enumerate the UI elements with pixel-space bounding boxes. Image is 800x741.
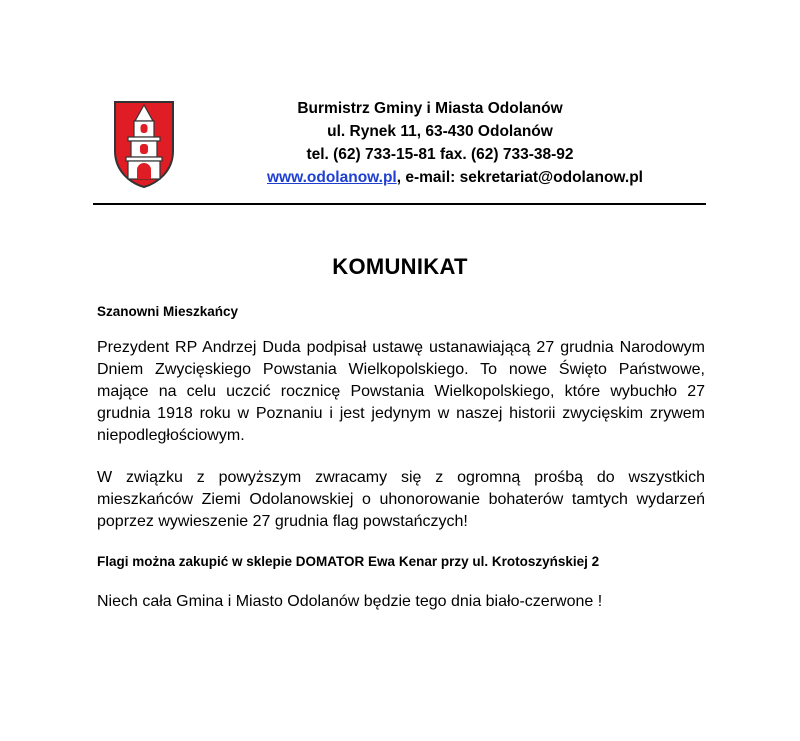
office-phone-fax: tel. (62) 733-15-81 fax. (62) 733-38-92 <box>306 146 574 163</box>
closing-line: Niech cała Gmina i Miasto Odolanów będzie tego dnia biało-czerwone ! <box>97 593 603 610</box>
header-divider <box>93 203 706 205</box>
email-text: , e-mail: sekretariat@odolanow.pl <box>396 169 643 186</box>
paragraph-announcement: Prezydent RP Andrzej Duda podpisał ustawę ustanawiającą 27 grudnia Narodowym Dniem Zwycięskiego Powstania Wielkopolskiego. To nowe Święto Państwowe, mające na celu uczcić rocznicę Powstania Wielkopolskiego, które wybuchło 27 grudnia 1918 roku w Poznaniu i jest jedynym w naszej historii zwycięskim zrywem niepodległościowym. <box>97 339 705 444</box>
letterhead <box>190 97 660 189</box>
office-address: ul. Rynek 11, 63-430 Odolanów <box>327 123 553 140</box>
town-coat-of-arms-icon <box>112 99 176 189</box>
website-link[interactable]: www.odolanow.pl <box>267 169 397 186</box>
office-name: Burmistrz Gminy i Miasta Odolanów <box>297 100 563 117</box>
flags-purchase-note: Flagi można zakupić w sklepie DOMATOR Ewa Kenar przy ul. Krotoszyńskiej 2 <box>97 554 600 569</box>
document-title: KOMUNIKAT <box>332 254 468 279</box>
greeting: Szanowni Mieszkańcy <box>97 304 239 319</box>
paragraph-request: W związku z powyższym zwracamy się z ogromną prośbą do wszystkich mieszkańców Ziemi Odolanowskiej o uhonorowanie bohaterów tamtych wydarzeń poprzez wywieszenie 27 grudnia flag powstańczych! <box>97 469 705 530</box>
office-contact <box>190 166 660 189</box>
